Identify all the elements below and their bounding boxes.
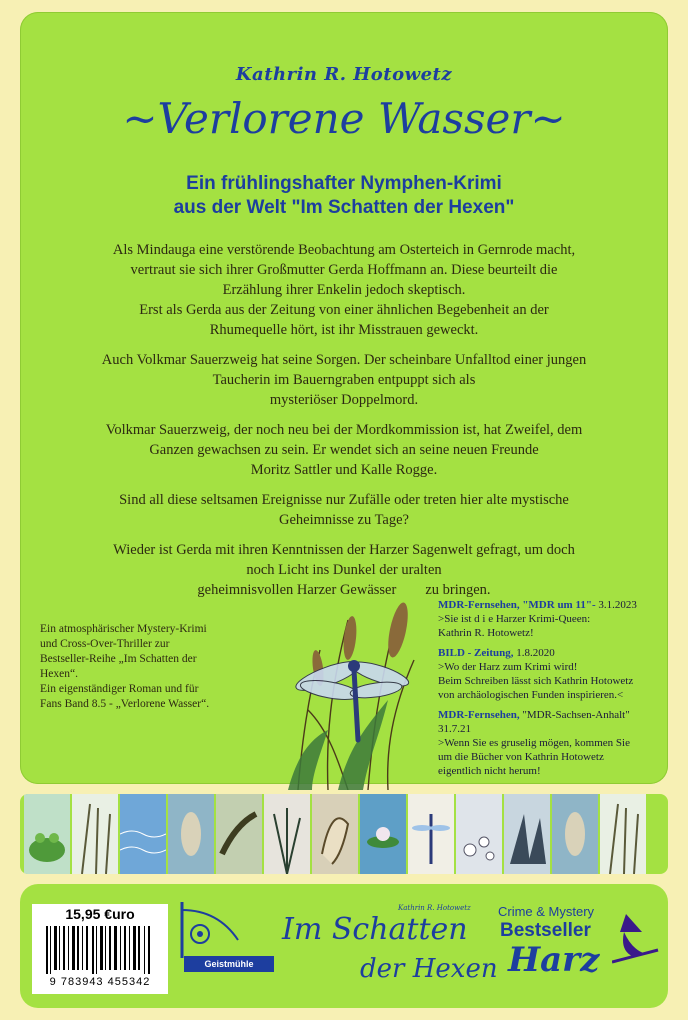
subtitle — [20, 172, 668, 220]
price: 15,95 €uro — [65, 906, 135, 922]
barcode — [32, 904, 168, 994]
isbn-number: 9 783943 455342 — [49, 976, 151, 988]
waterlily-illustration — [360, 794, 406, 874]
publisher-logo-icon — [178, 900, 278, 960]
synopsis — [70, 240, 618, 610]
water-illustration — [120, 794, 166, 874]
frog-illustration — [24, 794, 70, 874]
reed-illustration — [72, 794, 118, 874]
series-title-line: Im Schatten — [282, 912, 468, 947]
press-quote: MDR-Fernsehen, "MDR um 11"- 3.1.2023 >Sie ist d i e Harzer Krimi-Queen: Kathrin R. Hotowetz! — [438, 599, 637, 639]
plant-illustration — [264, 794, 310, 874]
reed-illustration — [600, 794, 646, 874]
book-title: ~Verlorene Wasser~ — [122, 94, 566, 143]
subtitle-line: aus der Welt "Im Schatten der Hexen" — [173, 197, 515, 218]
bubbles-illustration — [456, 794, 502, 874]
series-title-line: der Hexen — [360, 954, 498, 984]
fish-illustration — [168, 794, 214, 874]
author-name: Kathrin R. Hotowetz — [235, 64, 453, 85]
series-author: Kathrin R. Hotowetz — [398, 904, 471, 912]
genre-label: Crime & Mystery — [498, 904, 595, 919]
synopsis-paragraph: Auch Volkmar Sauerzweig hat seine Sorgen. Der scheinbare Unfalltod einer jungen Taucherin im Bauerngraben entpuppt sich als mysteriöser Doppelmord. — [101, 352, 587, 408]
fish-illustration — [552, 794, 598, 874]
press-quote: BILD - Zeitung, 1.8.2020 >Wo der Harz zum Krimi wird! Beim Schreiben lässt sich Kathrin Hotowetz von archäologischen Funden inspirieren.< — [438, 647, 634, 701]
synopsis-paragraph: Volkmar Sauerzweig, der noch neu bei der Mordkommission ist, hat Zweifel, dem Ganzen gewachsen zu sein. Er wendet sich an seine neuen Freunde Moritz Sattler und Kalle Rogge. — [105, 422, 583, 478]
salamander-illustration — [216, 794, 262, 874]
footer-panel — [20, 884, 668, 1008]
synopsis-paragraph: Wieder ist Gerda mit ihren Kenntnissen der Harzer Sagenwelt gefragt, um doch noch Licht ins Dunkel der uralten geheimnisvollen Harzer Gewässer zu bringen. — [113, 542, 575, 598]
press-quote: MDR-Fernsehen, "MDR-Sachsen-Anhalt" 31.7.21 >Wenn Sie es gruselig mögen, kommen Sie um die Bücher von Kathrin Hotowetz eigentlich nicht herum! — [438, 709, 630, 777]
synopsis-paragraph: Sind all diese seltsamen Ereignisse nur Zufälle oder treten hier alte mystische Geheimnisse zu Tage? — [119, 492, 569, 528]
back-cover-panel — [20, 12, 668, 784]
harz-label: Harz — [508, 940, 600, 980]
illustration-strip — [20, 794, 668, 874]
press-quotes — [438, 598, 658, 784]
bestseller-label: Bestseller — [500, 920, 591, 941]
publisher-name: Geistmühle — [184, 956, 274, 972]
subtitle-line: Ein frühlingshafter Nymphen-Krimi — [186, 173, 502, 194]
witch-icon — [612, 910, 662, 970]
synopsis-paragraph: Als Mindauga eine verstörende Beobachtung am Osterteich in Gernrode macht, vertraut sie sich ihrer Großmutter Gerda Hoffmann an. Diese beurteilt die Erzählung ihrer Enkelin jedoch skeptisch. Erst als Gerda aus der Zeitung von einer ähnlichen Begebenheit an der Rhumequelle hört, ist ihr Misstrauen geweckt. — [112, 242, 576, 338]
dragonfly-small-illustration — [408, 794, 454, 874]
series-blurb: Ein atmosphärischer Mystery-Krimi und Cross-Over-Thriller zur Bestseller-Reihe „Im Schatten der Hexen“. Ein eigenständiger Roman und für Fans Band 8.5 - „Verlorene Wasser“. — [40, 623, 210, 710]
dragonfly-illustration — [268, 590, 432, 790]
fins-illustration — [504, 794, 550, 874]
nymph-illustration — [312, 794, 358, 874]
